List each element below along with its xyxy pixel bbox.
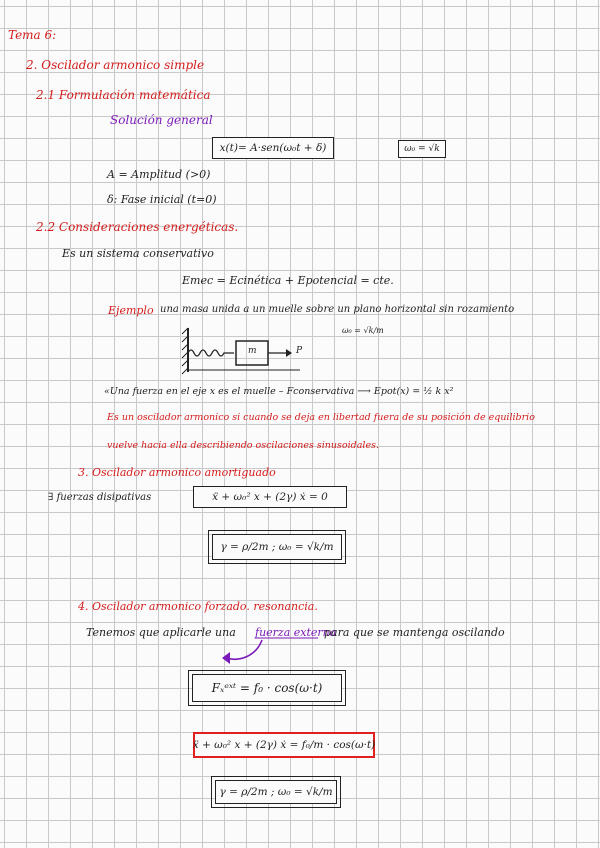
section-2-2-heading: 2.2 Consideraciones energéticas. (36, 220, 239, 234)
equation-gamma-2: γ = ρ/2m ; ω₀ = √k/m (215, 780, 337, 804)
ejemplo-text: una masa unida a un muelle sobre un plano horizontal sin rozamiento (160, 304, 515, 315)
ejemplo-label: Ejemplo (108, 304, 154, 317)
section-2-1-heading: 2.1 Formulación matemática (36, 88, 211, 102)
mass-label: m (248, 346, 257, 356)
forzado-text-a: Tenemos que aplicarle una (86, 626, 236, 639)
equation-fext: Fₓᵉˣᵗ = f₀ · cos(ω·t) (192, 674, 342, 702)
equation-omega0: ω₀ = √k (398, 140, 446, 158)
amplitud-definition: A = Amplitud (>0) (107, 168, 211, 181)
fuerza-eje-text: «Una fuerza en el eje x es el muelle – Fconservativa ⟶ Epot(x) = ½ k x² (104, 386, 454, 397)
force-label: P (296, 346, 303, 356)
oscilador-definition-line1: Es un oscilador armonico si cuando se deja en libertad fuera de su posición de equilibrio (107, 412, 535, 423)
equation-forzado: ẍ + ω₀² x + (2γ) ẋ = f₀/m · cos(ω·t) (193, 732, 375, 758)
equation-x-t: x(t)= A·sen(ω₀t + δ) (212, 137, 334, 159)
page-title: Tema 6: (8, 28, 57, 42)
oscilador-definition-line2: vuelve hacia ella describiendo oscilaciones sinusoidales. (107, 440, 379, 451)
emec-equation: Emec = Ecinética + Epotencial = cte. (182, 274, 394, 287)
conservativo-text: Es un sistema conservativo (62, 247, 214, 260)
forzado-text-b: fuerza externa (255, 626, 337, 639)
equation-amortiguado: ẍ + ω₀² x + (2γ) ẋ = 0 (193, 486, 347, 508)
fuerzas-disipativas-text: ∃ fuerzas disipativas (48, 492, 152, 503)
section-2-heading: 2. Oscilador armonico simple (26, 58, 205, 72)
solucion-general-label: Solución general (110, 113, 213, 127)
fase-definition: δ: Fase inicial (t=0) (107, 193, 217, 206)
forzado-text-c: para que se mantenga oscilando (324, 626, 505, 639)
equation-gamma-1: γ = ρ/2m ; ω₀ = √k/m (212, 534, 342, 560)
section-3-heading: 3. Oscilador armonico amortiguado (78, 466, 276, 479)
omega0-small: ω₀ = √k/m (342, 326, 384, 335)
section-4-heading: 4. Oscilador armonico forzado. resonancia. (78, 600, 318, 613)
